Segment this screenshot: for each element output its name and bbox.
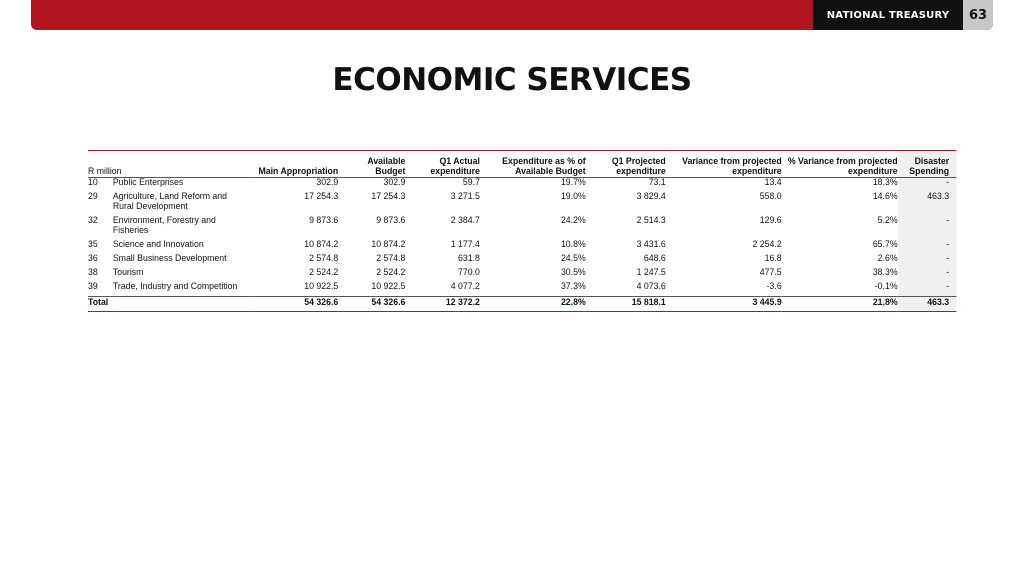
table-cell: 2 524.2 (376, 267, 406, 278)
table-cell: 463.3 (898, 192, 957, 216)
vote-code: 35 (88, 239, 98, 250)
table-cell: 648.6 (643, 253, 666, 264)
table-cell: 129.6 (759, 215, 782, 226)
table-cell: 14.6% (872, 191, 898, 202)
table-cell: 10 874.2 (304, 239, 339, 250)
table-cell: 10.8% (560, 239, 586, 250)
column-header: Q1 Projected expenditure (586, 151, 666, 178)
table-cell: -0.1% (874, 281, 898, 292)
column-header: Main Appropriation (251, 151, 338, 178)
table-row (88, 178, 956, 193)
total-cell: 15 818.1 (586, 297, 666, 312)
table-cell: - (898, 254, 957, 268)
table-cell: 17 254.3 (304, 191, 339, 202)
table-cell: 17 254.3 (371, 191, 406, 202)
brand-label: NATIONAL TREASURY (813, 0, 963, 30)
total-cell: 54 326.6 (338, 297, 405, 312)
table-cell: - (898, 178, 957, 193)
table-cell: 30.5% (560, 267, 586, 278)
table-cell: 5.2% (877, 215, 898, 226)
table-cell: 2 384.7 (450, 215, 480, 226)
table-cell: 59.7 (462, 177, 480, 188)
table-cell: 302.9 (316, 177, 339, 188)
table-cell: 4 077.2 (450, 281, 480, 292)
column-header: Q1 Actual expenditure (405, 151, 480, 178)
department-name: Trade, Industry and Competition (112, 281, 238, 292)
table-cell: 24.2% (560, 215, 586, 226)
table-cell: - (898, 216, 957, 240)
table-cell: 558.0 (759, 191, 782, 202)
table-cell: 3 431.6 (636, 239, 666, 250)
table-cell: 2 254.2 (752, 239, 782, 250)
vote-code: 38 (88, 267, 98, 278)
department-name: Public Enterprises (112, 177, 184, 188)
table-cell: 19.7% (560, 177, 586, 188)
total-cell: 463.3 (898, 297, 957, 312)
table-row (88, 192, 956, 216)
total-cell: 3 445.9 (666, 297, 782, 312)
total-cell: 12 372.2 (405, 297, 480, 312)
total-cell: 21.8% (782, 297, 898, 312)
table-cell: 37.3% (560, 281, 586, 292)
column-header: Variance from projected expenditure (666, 151, 782, 178)
table-cell: 4 073.6 (636, 281, 666, 292)
table-cell: 19.0% (560, 191, 586, 202)
column-header: Expenditure as % of Available Budget (480, 151, 586, 178)
column-header: Disaster Spending (898, 151, 957, 178)
table-cell: 10 922.5 (371, 281, 406, 292)
table-cell: 1 177.4 (450, 239, 480, 250)
department-name: Tourism (112, 267, 144, 278)
table-cell: 2.6% (877, 253, 898, 264)
table-cell: 24.5% (560, 253, 586, 264)
column-header: Available Budget (338, 151, 405, 178)
expenditure-table (88, 150, 956, 312)
table-row (88, 216, 956, 240)
page-title: ECONOMIC SERVICES (332, 62, 692, 98)
table-cell: 9 873.6 (309, 215, 339, 226)
table-cell: 16.8 (764, 253, 782, 264)
table-cell: 9 873.6 (376, 215, 406, 226)
column-header: % Variance from projected expenditure (782, 151, 898, 178)
department-name: Science and Innovation (112, 239, 204, 250)
total-cell: 22.8% (480, 297, 586, 312)
table-cell: 73.1 (648, 177, 666, 188)
table-cell: 477.5 (759, 267, 782, 278)
table-cell: 10 922.5 (304, 281, 339, 292)
table-row (88, 254, 956, 268)
table-cell: 302.9 (383, 177, 406, 188)
department-name: Agriculture, Land Reform and Rural Development (112, 191, 228, 212)
table-cell: 18.3% (872, 177, 898, 188)
total-label: Total (88, 297, 251, 312)
table-cell: 631.8 (458, 253, 480, 264)
vote-code: 39 (88, 281, 98, 292)
table-cell: 2 574.8 (376, 253, 406, 264)
table-cell: 3 271.5 (450, 191, 480, 202)
table-row (88, 268, 956, 282)
table-cell: - (898, 282, 957, 297)
vote-code: 10 (88, 177, 98, 188)
table-cell: 3 829.4 (636, 191, 666, 202)
vote-code: 32 (88, 215, 98, 226)
total-cell: 54 326.6 (251, 297, 338, 312)
table-cell: 2 574.8 (309, 253, 339, 264)
table-header-row (88, 151, 956, 178)
table-cell: 2 514.3 (636, 215, 666, 226)
table-cell: - (898, 268, 957, 282)
department-name: Small Business Development (112, 253, 227, 264)
table-cell: 770.0 (458, 267, 480, 278)
row-label-header: R million (88, 151, 251, 178)
table-row (88, 282, 956, 297)
vote-code: 36 (88, 253, 98, 264)
table-cell: 38.3% (872, 267, 898, 278)
table-cell: 10 874.2 (371, 239, 406, 250)
table-cell: -3.6 (766, 281, 782, 292)
table-cell: 65.7% (872, 239, 898, 250)
table-row (88, 240, 956, 254)
table-cell: - (898, 240, 957, 254)
department-name: Environment, Forestry and Fisheries (112, 215, 216, 236)
table-cell: 13.4 (764, 177, 782, 188)
page-number: 63 (963, 0, 993, 30)
vote-code: 29 (88, 191, 98, 202)
table-cell: 1 247.5 (636, 267, 666, 278)
total-row (88, 297, 956, 312)
table-cell: 2 524.2 (309, 267, 339, 278)
